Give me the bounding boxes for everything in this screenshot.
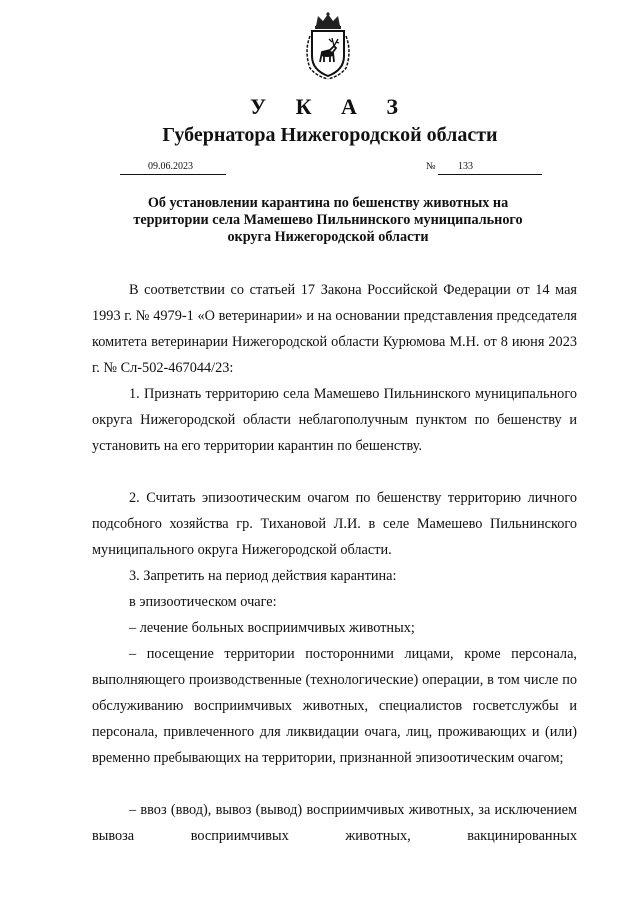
paragraph-item-2: 2. Считать эпизоотическим очагом по бешенству территорию личного подсобного хозяйства гр. Тихановой Л.И. в селе Мамешево Пильнинского муниципального округа Нижегородской области. (92, 490, 577, 558)
paragraph-focus-label: в эпизоотическом очаге: (129, 594, 277, 610)
heading-line: округа Нижегородской области (227, 229, 429, 245)
number-label: № (426, 161, 436, 172)
date-underline (120, 174, 226, 175)
document-subtitle: Губернатора Нижегородской области (162, 124, 498, 146)
number-underline (438, 174, 542, 175)
coat-of-arms-icon (300, 12, 356, 82)
paragraph-item-3: 3. Запретить на период действия карантина: (129, 568, 397, 584)
document-heading (98, 195, 558, 246)
paragraph-item-1: 1. Признать территорию села Мамешево Пильнинского муниципального округа Нижегородской области неблагополучным пунктом по бешенству и установить на его территории карантин по бешенству. (92, 386, 577, 454)
date-value: 09.06.2023 (148, 161, 193, 172)
paragraph-preamble: В соответствии со статьей 17 Закона Российской Федерации от 14 мая 1993 г. № 4979-1 «О ветеринарии» и на основании представления председателя комитета ветеринарии Нижегородской области Курюмова М.Н. от 8 июня 2023 г. № Сл-502-467044/23: (92, 282, 577, 376)
paragraph-ban-import: – ввоз (ввод), вывоз (вывод) восприимчивых животных, за исключением вывоза восприимчивых животных, вакцинированных (92, 802, 577, 844)
document-date (120, 161, 226, 172)
paragraph-ban-treatment: – лечение больных восприимчивых животных; (129, 620, 415, 636)
paragraph-ban-visits: – посещение территории посторонними лицами, кроме персонала, выполняющего производственные (технологические) операции, в том числе по обслуживанию восприимчивых животных, специалистов госветслужбы и персонала, привлеченного для ликвидации очага, лиц, проживающих и (или) временно пребывающих на территории, признанной эпизоотическим очагом; (92, 646, 577, 766)
document-number: 133 (458, 161, 473, 172)
document-title: У К А З (249, 94, 411, 119)
heading-line: территории села Мамешево Пильнинского муниципального (133, 212, 523, 228)
heading-line: Об установлении карантина по бешенству животных на (147, 195, 509, 211)
